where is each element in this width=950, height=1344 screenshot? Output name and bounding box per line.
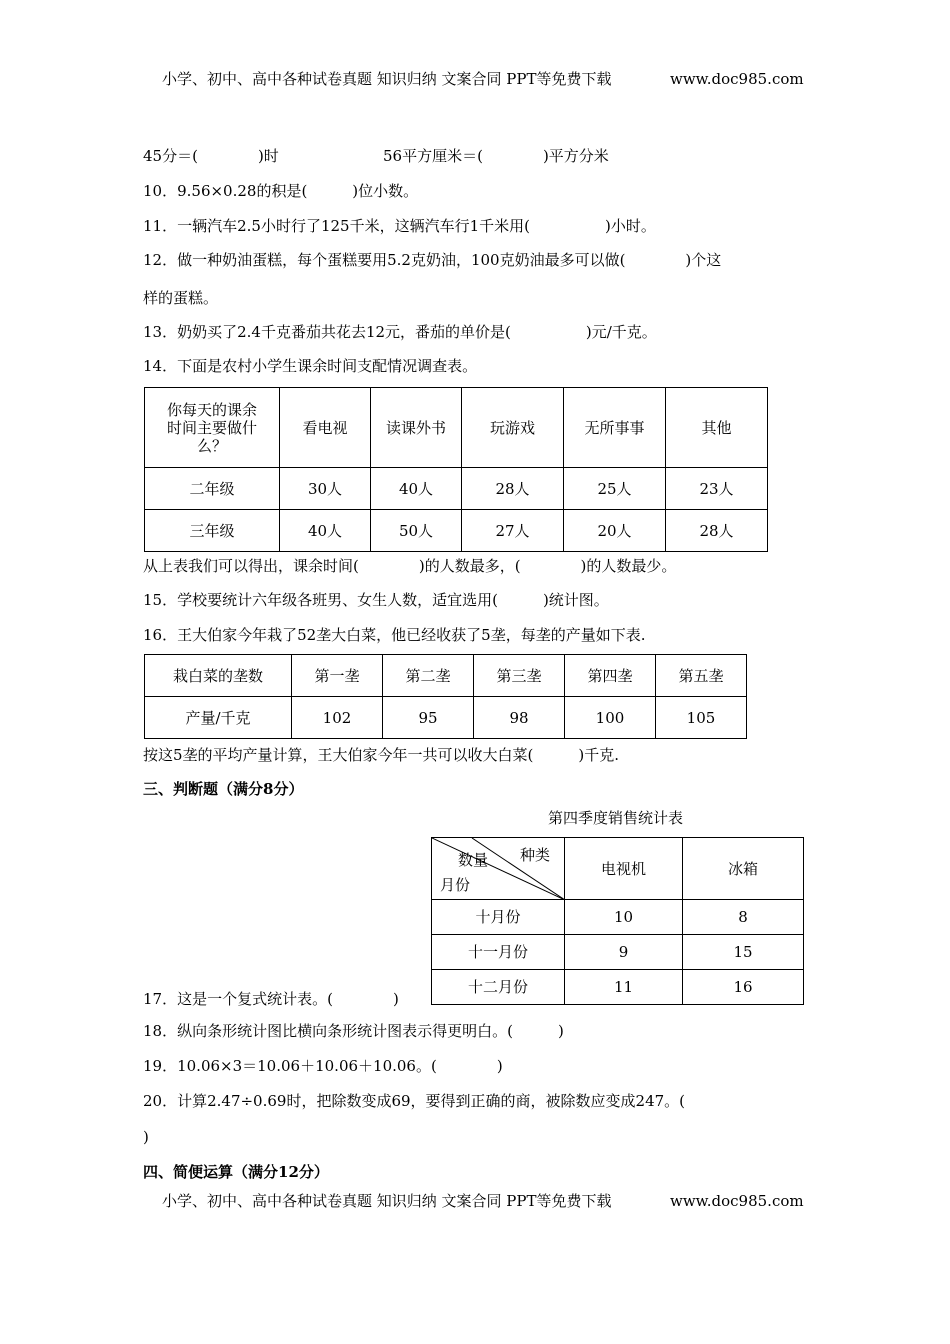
question-18: 18．纵向条形统计图比横向条形统计图表示得更明白。( )	[143, 1022, 564, 1040]
table-cell: 95	[383, 697, 474, 739]
question-19: 19．10.06×3＝10.06＋10.06＋10.06。( )	[143, 1057, 503, 1075]
survey-col-header: 无所事事	[564, 388, 666, 468]
row-label: 十一月份	[432, 935, 565, 970]
section-4-heading: 四、简便运算（满分12分）	[143, 1163, 329, 1181]
question-14-after: 从上表我们可以得出，课余时间( )的人数最多，( )的人数最少。	[143, 557, 677, 575]
cabbage-table	[144, 654, 747, 739]
table-cell: 10	[565, 900, 683, 935]
question-20-line2: )	[143, 1128, 149, 1146]
table-cell: 100	[565, 697, 656, 739]
survey-col-header: 其他	[666, 388, 768, 468]
page-footer-text: 小学、初中、高中各种试卷真题 知识归纳 文案合同 PPT等免费下载	[162, 1192, 612, 1210]
row-label: 十二月份	[432, 970, 565, 1005]
table-row	[145, 697, 747, 739]
table-cell: 98	[474, 697, 565, 739]
survey-col-header: 读课外书	[371, 388, 462, 468]
table-cell: 30人	[280, 468, 371, 510]
table-cell: 第一垄	[292, 655, 383, 697]
table-cell: 第二垄	[383, 655, 474, 697]
table-cell: 第五垄	[656, 655, 747, 697]
table-row	[432, 935, 804, 970]
table-cell: 25人	[564, 468, 666, 510]
page-header-site: www.doc985.com	[670, 70, 804, 88]
question-16-intro: 16．王大伯家今年栽了52垄大白菜，他已经收获了5垄，每垄的产量如下表.	[143, 626, 646, 644]
row-label: 产量/千克	[145, 697, 292, 739]
row-label: 栽白菜的垄数	[145, 655, 292, 697]
q9-part2: 56平方厘米＝( )平方分米	[383, 147, 609, 165]
table-cell: 8	[683, 900, 804, 935]
corner-quantity-label: 数量	[458, 851, 489, 869]
table-cell: 第三垄	[474, 655, 565, 697]
sales-header-row	[432, 838, 804, 900]
corner-month-label: 月份	[440, 876, 471, 894]
question-11: 11．一辆汽车2.5小时行了125千米，这辆汽车行1千米用( )小时。	[143, 217, 656, 235]
page-header-text: 小学、初中、高中各种试卷真题 知识归纳 文案合同 PPT等免费下载	[162, 70, 612, 88]
table-cell: 16	[683, 970, 804, 1005]
survey-corner-line3: 么？	[196, 436, 227, 455]
sales-col-header: 电视机	[565, 838, 683, 900]
sales-table-title: 第四季度销售统计表	[548, 809, 684, 827]
table-cell: 11	[565, 970, 683, 1005]
diagonal-line-upper	[472, 838, 565, 900]
table-row	[432, 900, 804, 935]
table-cell: 9	[565, 935, 683, 970]
survey-header-row	[145, 388, 768, 468]
row-label: 十月份	[432, 900, 565, 935]
question-10: 10．9.56×0.28的积是( )位小数。	[143, 182, 419, 200]
table-row	[145, 655, 747, 697]
table-cell: 50人	[371, 510, 462, 552]
table-cell: 27人	[462, 510, 564, 552]
question-12-line2: 样的蛋糕。	[143, 289, 219, 307]
table-row	[432, 970, 804, 1005]
survey-corner-cell	[145, 388, 280, 468]
table-cell: 20人	[564, 510, 666, 552]
question-20-line1: 20．计算2.47÷0.69时，把除数变成69，要得到正确的商，被除数应变成247。(	[143, 1092, 686, 1110]
table-row	[145, 468, 768, 510]
page-footer-site: www.doc985.com	[670, 1192, 804, 1210]
table-cell: 28人	[462, 468, 564, 510]
question-15: 15．学校要统计六年级各班男、女生人数，适宜选用( )统计图。	[143, 591, 609, 609]
survey-col-header: 看电视	[280, 388, 371, 468]
sales-col-header: 冰箱	[683, 838, 804, 900]
sales-corner-cell	[432, 838, 565, 900]
table-row	[145, 510, 768, 552]
question-14-intro: 14．下面是农村小学生课余时间支配情况调查表。	[143, 357, 478, 375]
corner-category-label: 种类	[520, 846, 551, 864]
survey-corner-line1: 你每天的课余	[166, 400, 257, 419]
row-label: 三年级	[145, 510, 280, 552]
table-cell: 28人	[666, 510, 768, 552]
table-cell: 40人	[371, 468, 462, 510]
survey-corner-line2: 时间主要做什	[166, 418, 257, 437]
table-cell: 105	[656, 697, 747, 739]
table-cell: 102	[292, 697, 383, 739]
table-cell: 40人	[280, 510, 371, 552]
table-cell: 23人	[666, 468, 768, 510]
sales-table	[431, 837, 804, 1005]
q9-part1: 45分＝( )时	[143, 147, 279, 165]
question-12-line1: 12．做一种奶油蛋糕，每个蛋糕要用5.2克奶油，100克奶油最多可以做( )个这	[143, 251, 722, 269]
survey-table	[144, 387, 768, 552]
row-label: 二年级	[145, 468, 280, 510]
question-17: 17．这是一个复式统计表。( )	[143, 990, 399, 1008]
question-13: 13．奶奶买了2.4千克番茄共花去12元，番茄的单价是( )元/千克。	[143, 323, 657, 341]
table-cell: 第四垄	[565, 655, 656, 697]
question-16-after: 按这5垄的平均产量计算，王大伯家今年一共可以收大白菜( )千克.	[143, 746, 620, 764]
survey-col-header: 玩游戏	[462, 388, 564, 468]
table-cell: 15	[683, 935, 804, 970]
section-3-heading: 三、判断题（满分8分）	[143, 780, 304, 798]
